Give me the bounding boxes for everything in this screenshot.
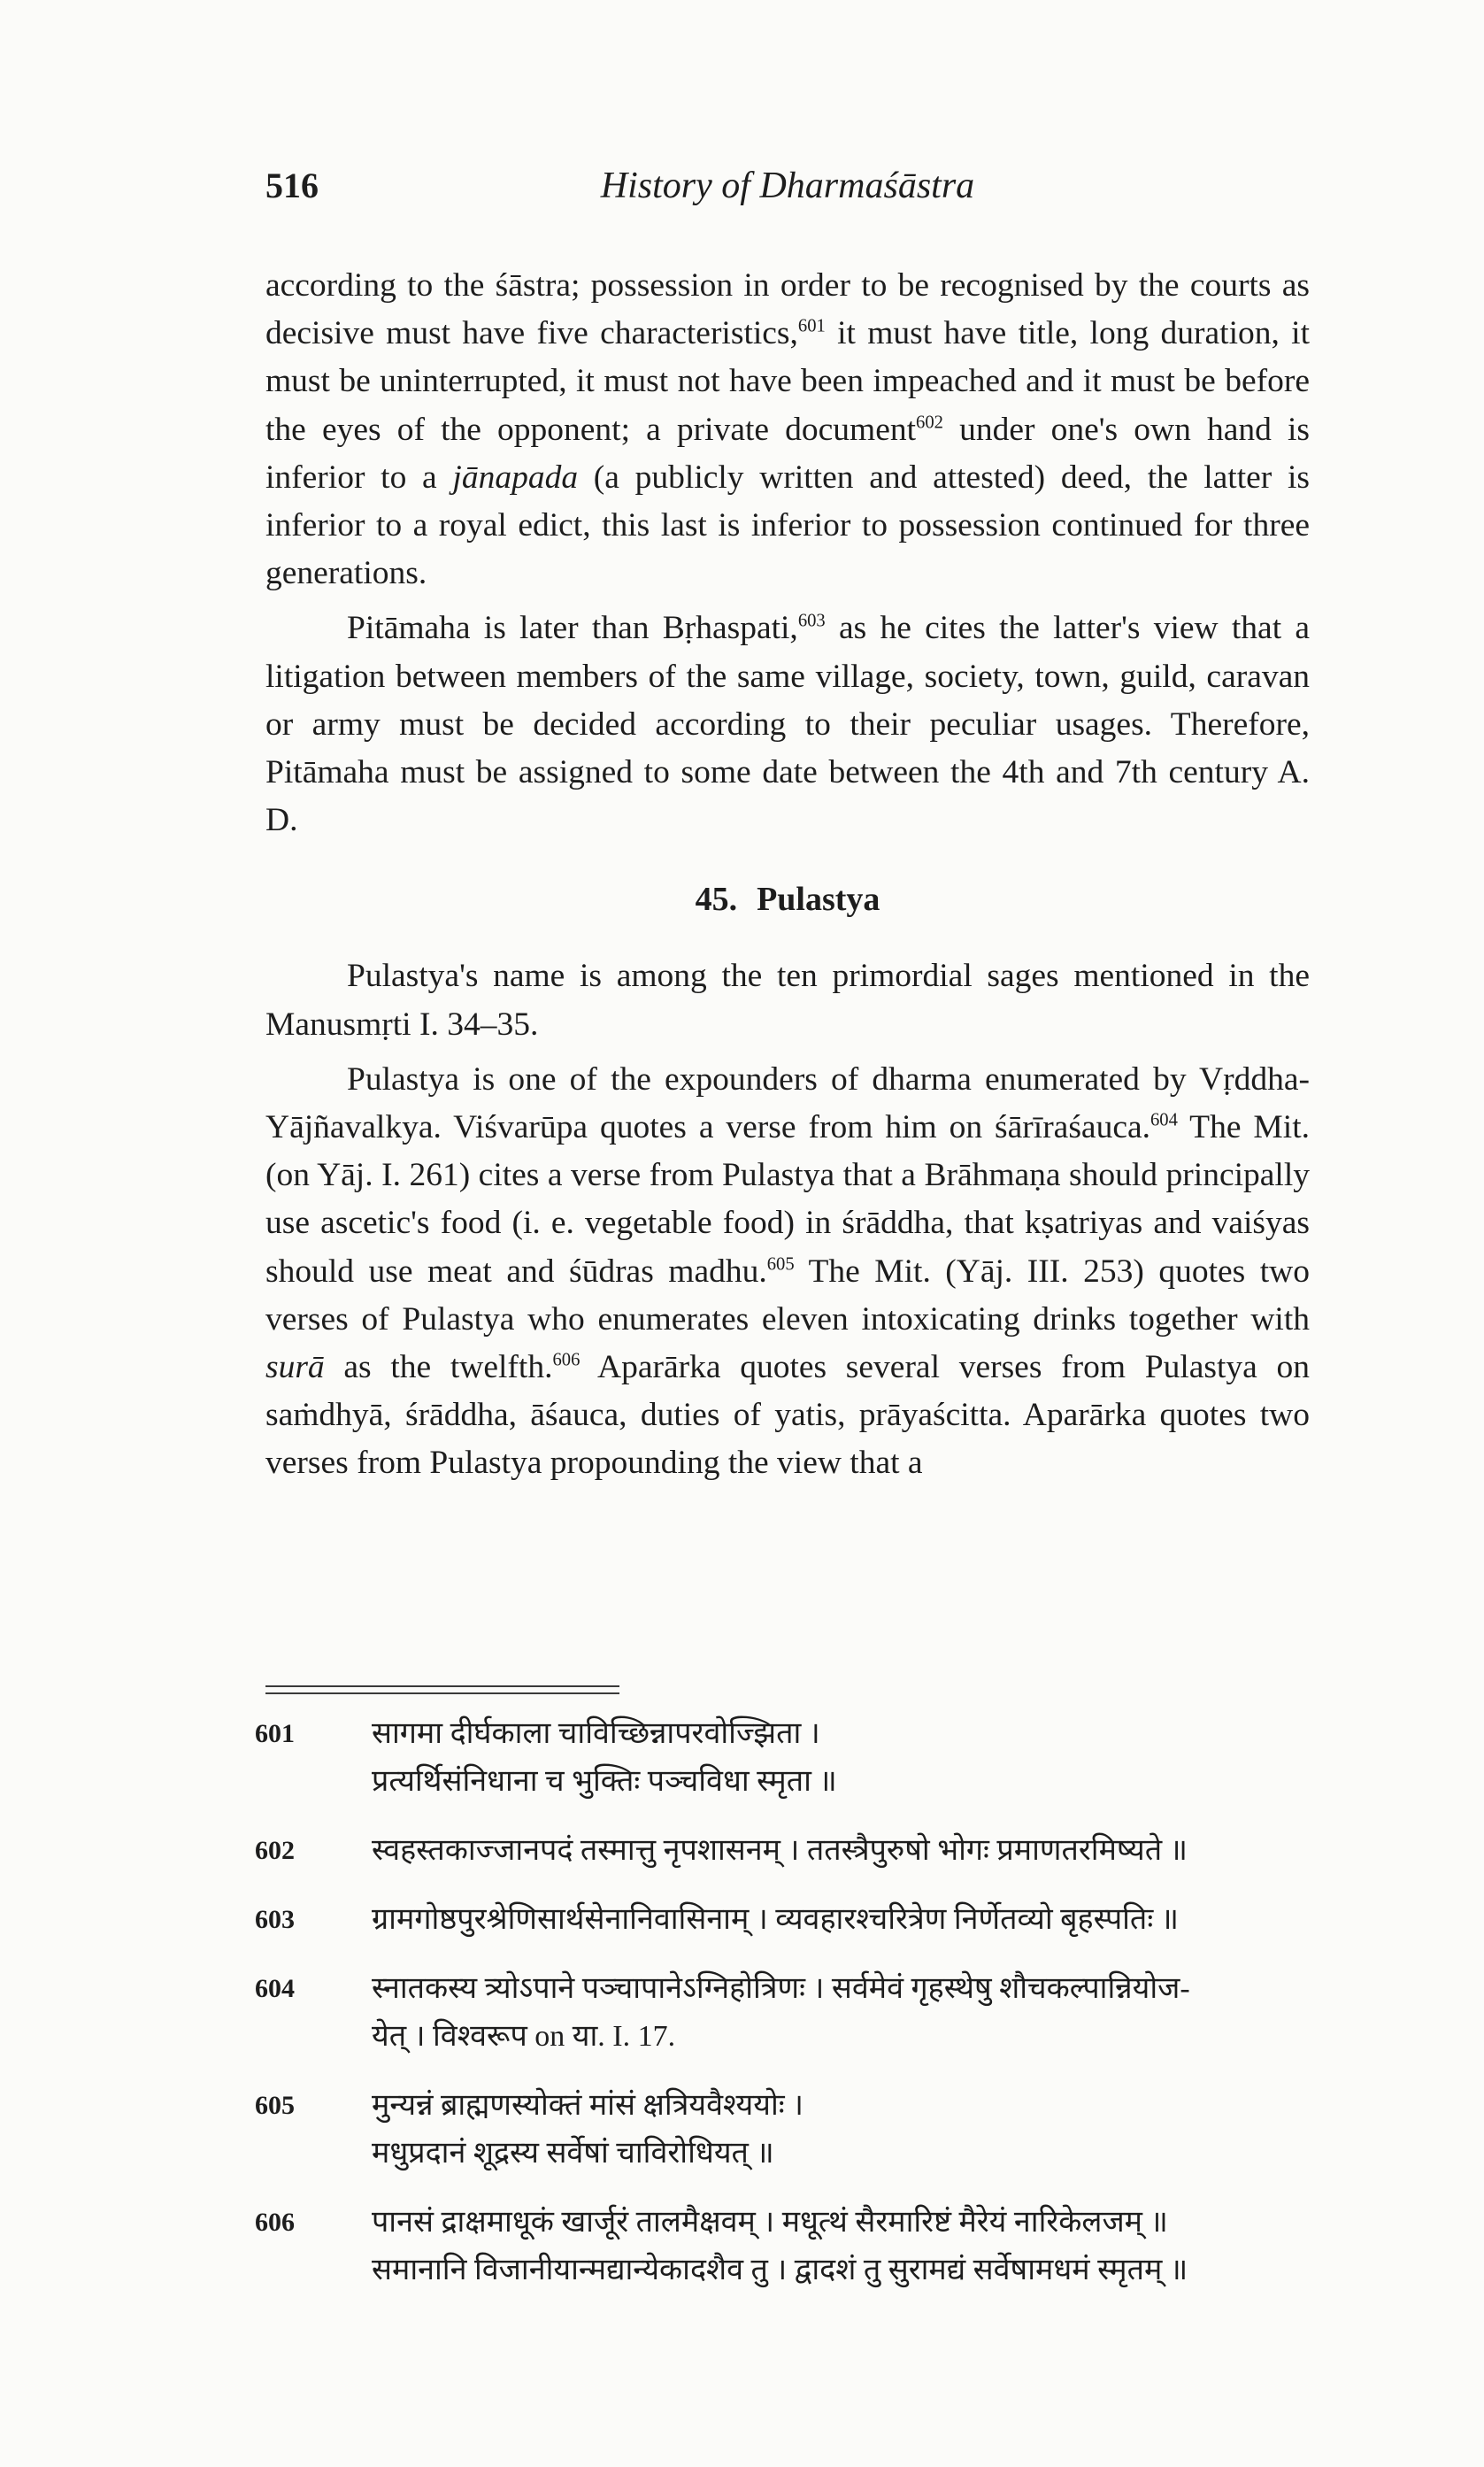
footnote-ref-601[interactable]: 601	[797, 316, 826, 336]
footnote-ref-606[interactable]: 606	[552, 1350, 581, 1370]
italic-term: jānapada	[452, 459, 579, 496]
text-run: according to the śāstra; possession in order to be recognised by the courts as decisive must have five characteristics,	[265, 267, 1310, 352]
running-head	[265, 165, 1310, 227]
footnote-text	[372, 1965, 1317, 2061]
text-run: under one's own hand is inferior to a	[265, 411, 1310, 496]
footnote-line: पानसं द्राक्षमाधूकं खार्जूरं तालमैक्षवम् । मधूत्थं सैरमारिष्टं मैरेयं नारिकेलजम् ॥	[372, 2206, 1168, 2239]
footnote-line: ग्रामगोष्ठपुरश्रेणिसार्थसेनानिवासिनाम् । व्यवहारश्चरित्रेण निर्णेतव्यो बृहस्पतिः ॥	[372, 1903, 1180, 1936]
footnote-line: स्वहस्तकाज्जानपदं तस्मात्तु नृपशासनम् । ततस्त्रैपुरुषो भोगः प्रमाणतरमिष्यते ॥	[372, 1834, 1188, 1867]
footnote-number: 606	[255, 2208, 295, 2237]
footnote-number: 602	[255, 1836, 295, 1865]
footnote-606	[255, 2199, 1317, 2294]
footnote-text	[372, 2199, 1317, 2294]
footnote-line: मधुप्रदानं शूद्रस्य सर्वेषां चाविरोधियत् ॥	[372, 2137, 774, 2170]
paragraph-pulastya-expounder	[265, 1056, 1310, 1488]
text-run: The Mit. (on Yāj. I. 261) cites a verse from Pulastya that a Brāhmaṇa should principally use ascetic's food (i. e. vegetable food) in śrāddha, that kṣatriyas and vaiśyas should use meat and śūdras madhu.	[265, 1109, 1310, 1290]
body-text	[265, 262, 1310, 1488]
section-number: 45.	[695, 881, 738, 919]
footnote-ref-604[interactable]: 604	[1150, 1110, 1178, 1130]
footnote-602	[255, 1827, 1317, 1875]
footnote-text	[372, 1896, 1317, 1944]
footnote-line: स्नातकस्य त्र्योऽपाने पञ्चापानेऽग्निहोत्रिणः । सर्वमेवं गृहस्थेषु शौचकल्पान्नियोज-	[372, 1972, 1190, 2005]
footnote-number: 601	[255, 1719, 295, 1748]
text-run: Pitāmaha is later than Bṛhaspati,	[347, 610, 798, 647]
footnote-line: सागमा दीर्घकाला चाविच्छिन्नापरवोज्झिता ।	[372, 1717, 820, 1750]
text-run: as he cites the latter's view that a litigation between members of the same village, society, town, guild, caravan or army must be decided according to their peculiar usages. Therefore, Pitāmaha must be assigned to some date between the 4th and 7th century A. D.	[265, 610, 1310, 839]
footnote-text	[372, 2082, 1317, 2178]
italic-term: surā	[265, 1349, 325, 1386]
text-run: Pulastya is one of the expounders of dharma enumerated by Vṛddha-Yājñavalkya. Viśvarūpa quotes a verse from him on śārīraśauca.	[265, 1060, 1310, 1146]
footnote-601	[255, 1710, 1317, 1806]
text-run: Aparārka quotes several verses from Pulastya on saṁdhyā, śrāddha, āśauca, duties of yatis, prāyaścitta. Aparārka quotes two verses from Pulastya propounding the view that a	[265, 1349, 1310, 1482]
footnote-ref-605[interactable]: 605	[766, 1254, 795, 1275]
footnote-ref-602[interactable]: 602	[916, 412, 943, 433]
footnote-line: येत् । विश्वरूप on या. I. 17.	[372, 2020, 676, 2053]
footnote-line: समानानि विजानीयान्मद्यान्येकादशैव तु । द्वादशं तु सुरामद्यं सर्वेषामधमं स्मृतम् ॥	[372, 2254, 1188, 2286]
paragraph-possession	[265, 262, 1310, 597]
footnote-line: मुन्यन्नं ब्राह्मणस्योक्तं मांसं क्षत्रियवैश्ययोः ।	[372, 2089, 804, 2122]
footnote-text	[372, 1827, 1317, 1875]
page-number: 516	[265, 166, 319, 205]
footnote-text	[372, 1710, 1317, 1806]
text-run: it must have title, long duration, it must be uninterrupted, it must not have been impeached and it must be before the eyes of the opponent; a private document	[265, 315, 1310, 448]
section-title: Pulastya	[757, 881, 880, 919]
section-heading	[265, 878, 1310, 921]
text-run: The Mit. (Yāj. III. 253) quotes two verses of Pulastya who enumerates eleven intoxicating drinks together with	[265, 1253, 1311, 1338]
footnote-603	[255, 1896, 1317, 1944]
text-run: as the twelfth.	[324, 1349, 553, 1386]
footnote-number: 605	[255, 2091, 295, 2120]
footnote-separator	[265, 1685, 619, 1694]
running-title: History of Dharmaśāstra	[600, 166, 975, 206]
footnotes	[255, 1710, 1317, 2316]
footnote-number: 603	[255, 1905, 295, 1934]
text-run: (a publicly written and attested) deed, the latter is inferior to a royal edict, this last is inferior to possession continued for three generations.	[265, 459, 1310, 592]
footnote-605	[255, 2082, 1317, 2178]
paragraph-pulastya-name: Pulastya's name is among the ten primordial sages mentioned in the Manusmṛti I. 34–35.	[265, 958, 1310, 1043]
footnote-604	[255, 1965, 1317, 2061]
paragraph-pitamaha	[265, 605, 1310, 844]
footnote-line: प्रत्यर्थिसंनिधाना च भुक्तिः पञ्चविधा स्मृता ॥	[372, 1765, 837, 1798]
footnote-number: 604	[255, 1974, 295, 2003]
footnote-ref-603[interactable]: 603	[797, 611, 826, 631]
